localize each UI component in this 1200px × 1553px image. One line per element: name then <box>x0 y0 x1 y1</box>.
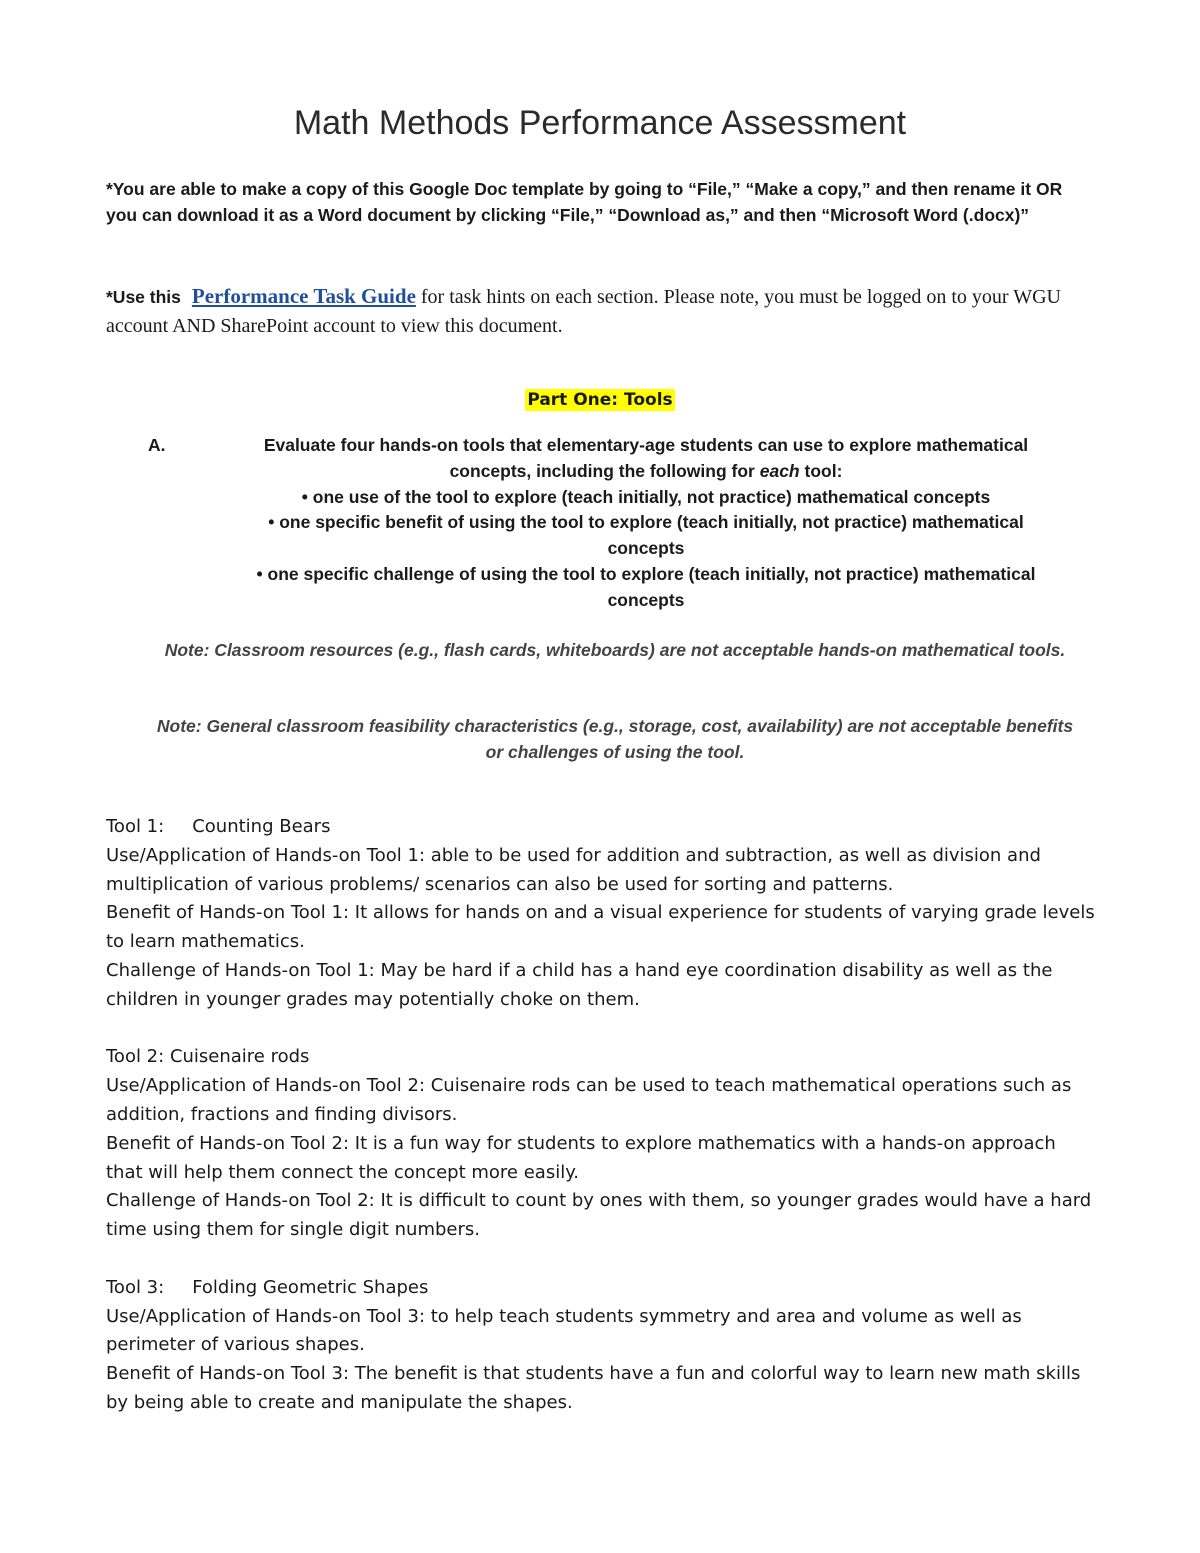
guide-rest: for task hints on each section. Please note, you must be logged on to your WGU account AND SharePoint account to view this document. <box>106 286 1061 337</box>
tool-name: Counting Bears <box>192 816 331 837</box>
copy-instructions: *You are able to make a copy of this Google Doc template by going to “File,” “Make a copy,” and then rename it OR you can download it as a Word document by clicking “File,” “Download as,” and then “Microsoft Word (.docx)” <box>106 179 1063 225</box>
tools-list <box>106 813 1096 1447</box>
tool-use: Use/Application of Hands-on Tool 3: to help teach students symmetry and area and volume as well as perimeter of various shapes. <box>106 1305 1022 1356</box>
tool-name: Folding Geometric Shapes <box>192 1276 429 1298</box>
performance-task-guide-link[interactable]: Performance Task Guide <box>191 284 416 308</box>
tool-label: Tool 3: <box>106 1276 165 1298</box>
tool-benefit: Benefit of Hands-on Tool 2: It is a fun way for students to explore mathematics with a hands-on approach that will help them connect the concept more easily. <box>106 1132 1056 1183</box>
tool-title <box>106 1274 1096 1303</box>
note-classroom-resources: Note: Classroom resources (e.g., flash cards, whiteboards) are not acceptable hands-on mathematical tools. <box>164 640 1066 660</box>
tool-challenge: Challenge of Hands-on Tool 1: May be hard if a child has a hand eye coordination disability as well as the children in younger grades may potentially choke on them. <box>106 959 1053 1010</box>
tool-title <box>106 813 1096 842</box>
part-one-heading-text: Part One: Tools <box>527 390 673 410</box>
task-a <box>148 433 1108 614</box>
tool-challenge: Challenge of Hands-on Tool 2: It is difficult to count by ones with them, so younger grades would have a hard time using them for single digit numbers. <box>106 1190 1092 1241</box>
task-line-part: concepts, including the following for <box>449 460 755 481</box>
task-bullet: • one specific challenge of using the tool to explore (teach initially, not practice) mathematical <box>256 563 1036 584</box>
tool-use: Use/Application of Hands-on Tool 1: able to be used for addition and subtraction, as well as division and multiplication of various problems/ scenarios can also be used for sorting and patterns. <box>106 844 1041 895</box>
tool-benefit: Benefit of Hands-on Tool 3: The benefit is that students have a fun and colorful way to learn new math skills by being able to create and manipulate the shapes. <box>106 1363 1081 1413</box>
task-bullet: • one use of the tool to explore (teach initially, not practice) mathematical concepts <box>301 486 991 507</box>
task-line <box>184 459 1108 485</box>
task-line: concepts <box>607 538 685 559</box>
tool-title <box>106 1043 1096 1072</box>
tool-use: Use/Application of Hands-on Tool 2: Cuisenaire rods can be used to teach mathematical operations such as addition, fractions and finding divisors. <box>106 1075 1072 1125</box>
guide-paragraph <box>106 282 1106 341</box>
part-one-heading <box>0 390 1200 410</box>
tool-label: Tool 2: <box>106 1046 165 1068</box>
task-letter: A. <box>148 435 166 455</box>
guide-lead: *Use this <box>106 287 181 307</box>
task-bullet: • one specific benefit of using the tool to explore (teach initially, not practice) mathematical <box>268 512 1024 533</box>
tool-benefit: Benefit of Hands-on Tool 1: It allows for hands on and a visual experience for students of varying grade levels to learn mathematics. <box>106 902 1095 953</box>
tool-label: Tool 1: <box>106 816 165 837</box>
task-line-emphasis: each <box>759 460 800 481</box>
task-line: Evaluate four hands-on tools that elementary-age students can use to explore mathematical <box>263 435 1029 455</box>
tool-block-1 <box>106 813 1096 1015</box>
task-body <box>148 433 1108 614</box>
tool-block-2 <box>106 1043 1096 1245</box>
tool-block-3 <box>106 1274 1096 1418</box>
note-feasibility: Note: General classroom feasibility characteristics (e.g., storage, cost, availability) are not acceptable benefits or challenges of using the tool. <box>156 716 1074 762</box>
document-title: Math Methods Performance Assessment <box>293 104 907 142</box>
task-line: concepts <box>607 589 685 610</box>
task-line-part: tool: <box>804 460 843 481</box>
tool-name: Cuisenaire rods <box>169 1046 310 1068</box>
